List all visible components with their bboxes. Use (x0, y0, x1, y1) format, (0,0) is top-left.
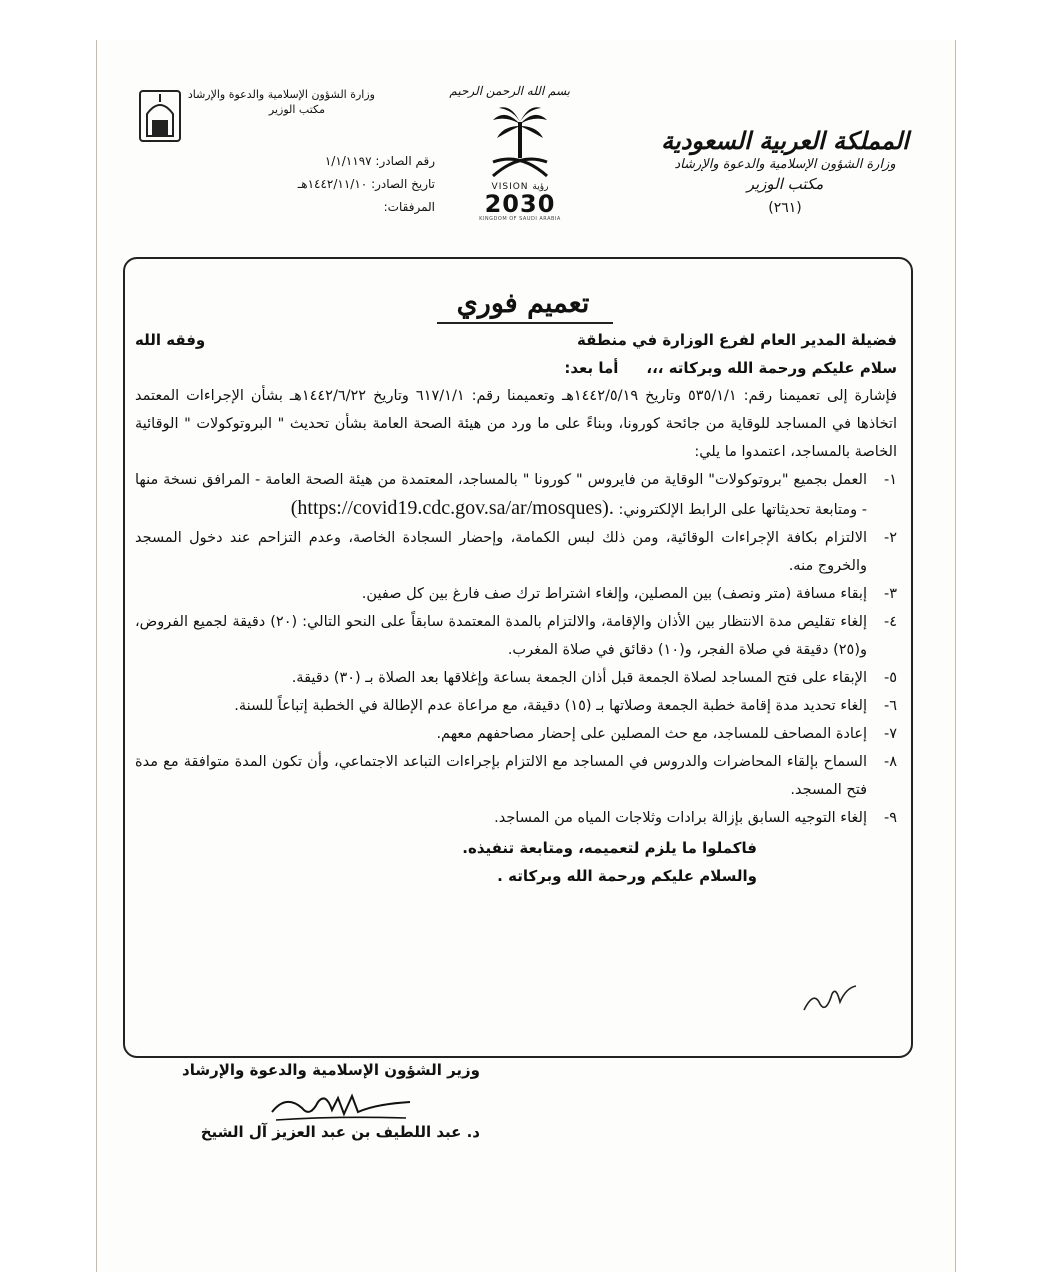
list-item: ٥- الإبقاء على فتح المساجد لصلاة الجمعة قبل أذان الجمعة بساعة وإغلاقها بعد الصلاة بـ (٣٠) دقيقة. (291, 670, 897, 686)
document-number: (٢٦١) (768, 200, 802, 216)
addressee-row (135, 326, 897, 354)
list-item: ١- العمل بجميع "بروتوكولات" الوقاية من فايروس " كورونا " بالمساجد، المعتمدة من هيئة الصحة العامة - المرافق نسخة منها - ومتابعة تحديثاتها على الرابط الإلكتروني: (https://covid19.cdc.gov.sa/ar/mosques). (135, 472, 897, 519)
closing-line: فاكملوا ما يلزم لتعميمه، ومتابعة تنفيذه. (462, 839, 757, 857)
header-ministry-calligraphy (660, 126, 910, 216)
basmala: بسم الله الرحمن الرحيم (449, 84, 570, 98)
attachments-row: المرفقات: (383, 200, 435, 214)
letter-title: تعميم فوري (456, 288, 590, 319)
kingdom-name: المملكة العربية السعودية (661, 126, 909, 155)
list-item: ٦- إلغاء تحديد مدة إقامة خطبة الجمعة وصلاتها بـ (١٥) دقيقة، مع مراعاة عدم الإطالة في الخطبة إتباعاً للسنة. (234, 698, 897, 714)
list-item: ٩- إلغاء التوجيه السابق بإزالة برادات وثلاجات المياه من المساجد. (494, 810, 897, 826)
title-underline (437, 322, 613, 324)
header-ministry-small (185, 88, 375, 116)
list-item: ٤- إلغاء تقليص مدة الانتظار بين الأذان والإقامة، والالتزام بالمدة المعتمدة سابقاً على النحو التالي: (٢٠) دقيقة لجميع الفروض، و(٢٥) دقيقة في صلاة الفجر، و(١٠) دقائق في صلاة المغرب. (135, 614, 897, 658)
amma-baad: أما بعد: (564, 359, 619, 377)
signer-name: د. عبد اللطيف بن عبد العزيز آل الشيخ (200, 1123, 480, 1141)
letter-body (135, 326, 897, 890)
header-center (449, 84, 570, 222)
mosque-logo-icon (139, 90, 181, 142)
addressee-closing: وفقه الله (135, 331, 206, 349)
list-item: ٢- الالتزام بكافة الإجراءات الوقائية، ومن ذلك لبس الكمامة، وإحضار السجادة الخاصة، وعدم التزاحم عند دخول المسجد والخروج منه. (135, 530, 897, 574)
palm-swords-emblem-icon (485, 102, 555, 180)
salam-line: والسلام عليكم ورحمة الله وبركاته . (497, 867, 757, 885)
ministry-name: وزارة الشؤون الإسلامية والدعوة والإرشاد (674, 157, 896, 172)
directives-list (135, 466, 897, 832)
vision-year: 2030 (484, 190, 556, 218)
office-name: مكتب الوزير (746, 175, 824, 193)
list-item: ٨- السماح بإلقاء المحاضرات والدروس في المساجد مع الالتزام بإجراءات التباعد الاجتماعي، وأن تكون المدة متوافقة مع مدة فتح المسجد. (135, 754, 897, 798)
list-item: ٧- إعادة المصاحف للمساجد، مع حث المصلين على إحضار مصاحفهم معهم. (436, 726, 897, 742)
covid-guidelines-link[interactable]: (https://covid19.cdc.gov.sa/ar/mosques). (290, 497, 614, 519)
signer-title: وزير الشؤون الإسلامية والدعوة والإرشاد (182, 1061, 480, 1079)
ref-date-row: تاريخ الصادر: ١٤٤٢/١١/١٠هـ (297, 177, 435, 191)
addressee: فضيلة المدير العام لفرع الوزارة في منطقة (577, 331, 897, 349)
vision-label: VISION رؤية (491, 182, 549, 192)
greeting-row (135, 354, 897, 382)
ref-number-row: رقم الصادر: ١/١/١١٩٧ (324, 154, 435, 168)
greeting: سلام عليكم ورحمة الله وبركاته ،،، (646, 359, 897, 377)
ministry-small-text: وزارة الشؤون الإسلامية والدعوة والإرشاد (187, 88, 375, 101)
initials-scribble-icon (800, 980, 860, 1020)
vision-kingdom: KINGDOM OF SAUDI ARABIA (479, 216, 561, 222)
list-item: ٣- إبقاء مسافة (متر ونصف) بين المصلين، وإلغاء اشتراط ترك صف فارغ بين كل صفين. (361, 586, 897, 602)
intro-paragraph: فإشارة إلى تعميمنا رقم: ٥٣٥/١/١ وتاريخ ١٤٤٢/٥/١٩هـ وتعميمنا رقم: ٦١٧/١/١ وتاريخ ١٤٤٢/٦/٢٢هـ بشأن الإجراءات المعتمد اتخاذها في المساجد للوقاية من جائحة كورونا، وبناءً على ما ورد من هيئة الصحة العامة بشأن تحديث " البروتوكولات " الوقائية الخاصة بالمساجد، اعتمدوا ما يلي: (135, 388, 898, 460)
handwritten-signature-icon (266, 1088, 416, 1128)
reference-block (250, 150, 435, 219)
office-small-text: مكتب الوزير (268, 103, 325, 116)
